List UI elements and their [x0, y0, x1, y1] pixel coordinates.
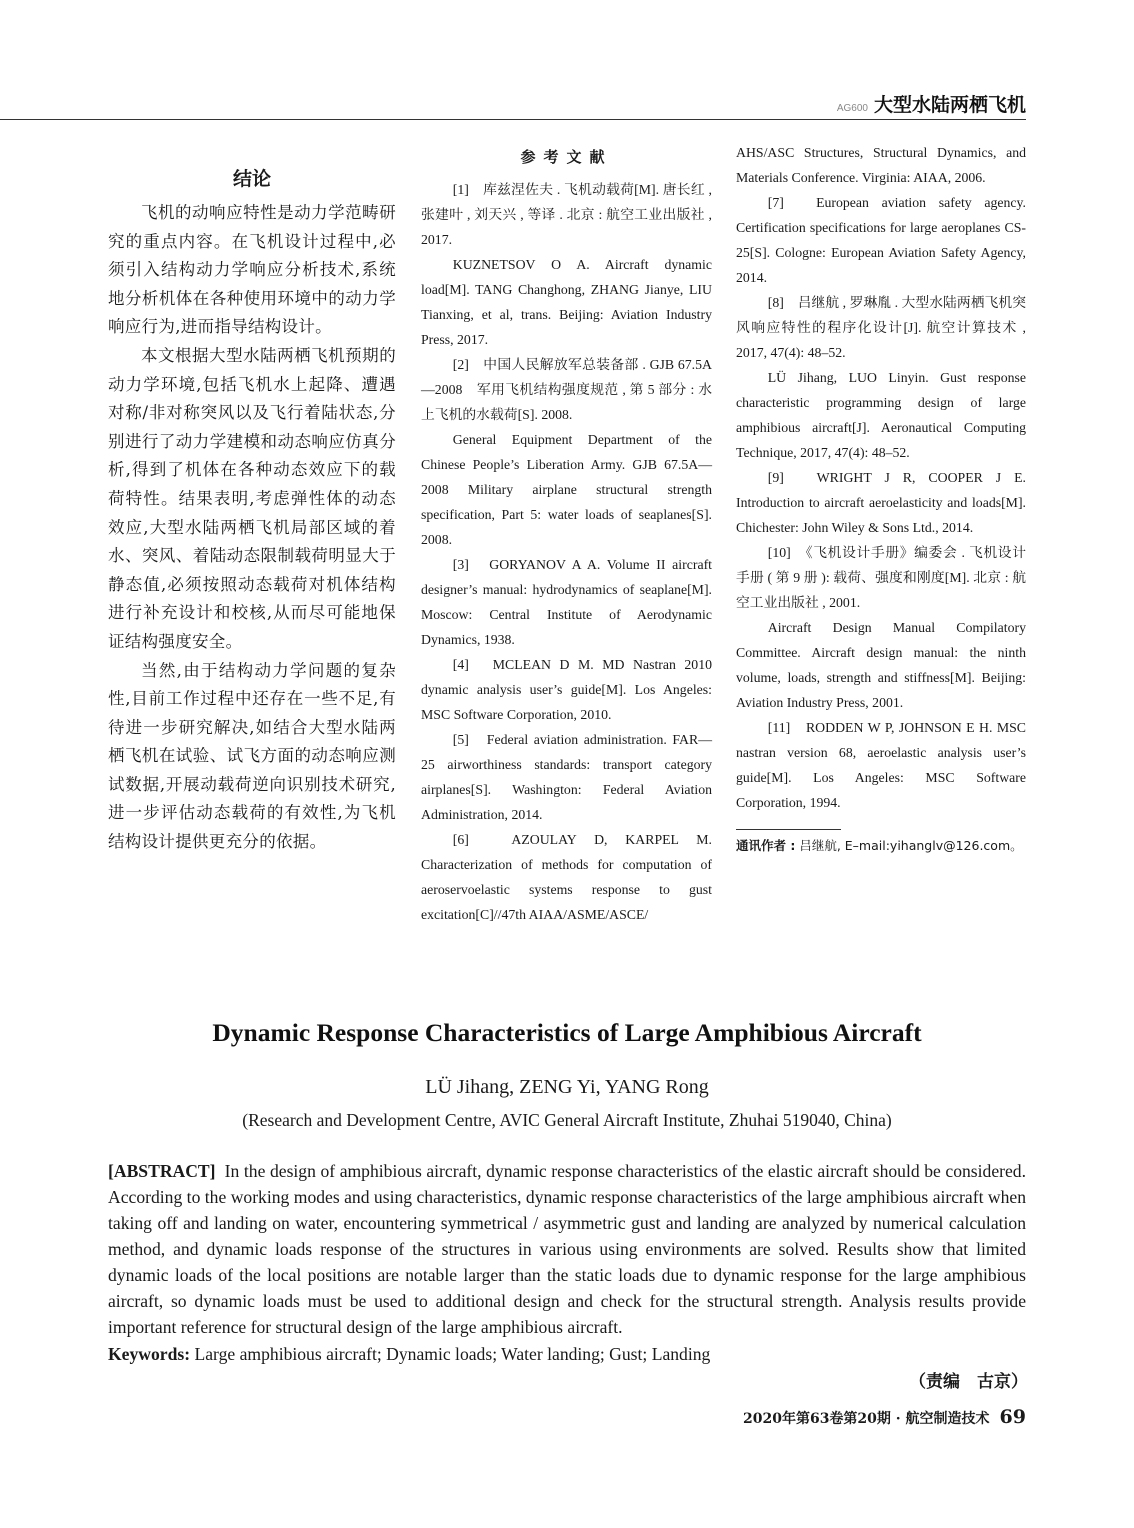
reference-item: [7] European aviation safety agency. Certification specifications for large aeroplanes CS-25[S]. Cologne: European Aviation Safety Agency, 2014.: [736, 195, 1026, 285]
reference-item: [1] 库兹涅佐夫 . 飞机动载荷[M]. 唐长红 , 张建叶 , 刘天兴 , 等译 . 北京 : 航空工业出版社 , 2017.: [421, 182, 712, 247]
reference-item: [6] AZOULAY D, KARPEL M. Characterization of methods for computation of aeroservoelastic systems response to gust excitation[C]//47th AIAA/ASME/ASCE/: [421, 832, 712, 922]
english-title: Dynamic Response Characteristics of Large Amphibious Aircraft: [212, 1018, 922, 1047]
reference-item: [9] WRIGHT J R, COOPER J E. Introduction to aircraft aeroelasticity and loads[M]. Chichester: John Wiley & Sons Ltd., 2014.: [736, 470, 1026, 535]
reference-item: [3] GORYANOV A A. Volume II aircraft designer’s manual: hydrodynamics of seaplane[M]. Moscow: Central Institute of Aerodynamic Dynamics, 1938.: [421, 557, 712, 647]
reference-item: General Equipment Department of the Chinese People’s Liberation Army. GJB 67.5A—2008 Military airplane structural strength specification, Part 5: water loads of seaplanes[S]. 2008.: [421, 432, 712, 547]
reference-item: LÜ Jihang, LUO Linyin. Gust response characteristic programming design of large amphibious aircraft[J]. Aeronautical Computing Technique, 2017, 47(4): 48–52.: [736, 370, 1026, 460]
contact-divider: [736, 829, 841, 830]
reference-item: [10] 《飞机设计手册》编委会 . 飞机设计手册 ( 第 9 册 ): 载荷、强度和刚度[M]. 北京 : 航空工业出版社 , 2001.: [736, 545, 1026, 610]
conclusion-section: [108, 140, 396, 857]
journal-info: 2020年第63卷第20期 · 航空制造技术: [742, 1411, 990, 1427]
page-number: 69: [999, 1406, 1026, 1428]
contact-label: 通讯作者 :: [736, 838, 796, 853]
header-tag: AG600: [836, 103, 868, 114]
editor-note: （责编 古京）: [909, 1372, 1028, 1392]
abstract-text: In the design of amphibious aircraft, dynamic response characteristics of the elastic aircraft should be considered. According to the working modes and using characteristics, dynamic response characteristics of the large amphibious aircraft when taking off and landing on water, encountering symmetrical / asymmetric gust and landing are analyzed by numerical calculation method, and dynamic loads response of the structures in various using environments are solved. Results show that limited dynamic loads of the local positions are notable larger than the static loads due to dynamic response for the large amphibious aircraft, so dynamic loads must be used to additional design and check for the structural strength. Analysis results provide important reference for structural design of the large amphibious aircraft.: [108, 1161, 1026, 1337]
conclusion-title: 结论: [232, 168, 271, 190]
page-footer: [743, 1406, 1026, 1428]
abstract-label: [ABSTRACT]: [108, 1161, 216, 1181]
conclusion-paragraph: 当然,由于结构动力学问题的复杂性,目前工作过程中还存在一些不足,有待进一步研究解决,如结合大型水陆两栖飞机在试验、试飞方面的动态响应测试数据,开展动载荷逆向识别技术研究,进一步评估动态载荷的有效性,为飞机结构设计提供更充分的依据。: [108, 660, 396, 852]
keywords-text: Large amphibious aircraft; Dynamic loads; Water landing; Gust; Landing: [194, 1344, 711, 1364]
reference-item: [2] 中国人民解放军总装备部 . GJB 67.5A—2008 军用飞机结构强度规范 , 第 5 部分 : 水上飞机的水载荷[S]. 2008.: [421, 357, 712, 422]
contact-text: 吕继航, E–mail:yihanglv@126.com。: [795, 838, 1023, 853]
english-abstract: [108, 1158, 1026, 1340]
english-authors: LÜ Jihang, ZENG Yi, YANG Rong: [425, 1076, 709, 1098]
conclusion-paragraph: 本文根据大型水陆两栖飞机预期的动力学环境,包括飞机水上起降、遭遇对称/非对称突风以及飞行着陆状态,分别进行了动力学建模和动态响应仿真分析,得到了机体在各种动态效应下的载荷特性。结果表明,考虑弹性体的动态效应,大型水陆两栖飞机局部区域的着水、突风、着陆动态限制载荷明显大于静态值,必须按照动态载荷对机体结构进行补充设计和校核,从而尽可能地保证结构强度安全。: [108, 345, 396, 651]
reference-item: [4] MCLEAN D M. MD Nastran 2010 dynamic analysis user’s guide[M]. Los Angeles: MSC Software Corporation, 2010.: [421, 657, 712, 722]
references-title: 参考文献: [520, 148, 613, 166]
reference-item: KUZNETSOV O A. Aircraft dynamic load[M]. TANG Changhong, ZHANG Jianye, LIU Tianxing, et al, trans. Beijing: Aviation Industry Press, 2017.: [421, 257, 712, 347]
reference-item: AHS/ASC Structures, Structural Dynamics, and Materials Conference. Virginia: AIAA, 2006.: [736, 145, 1026, 185]
corresponding-author: [736, 836, 1026, 854]
running-header: [837, 90, 1026, 117]
reference-item: Aircraft Design Manual Compilatory Committee. Aircraft design manual: the ninth volume, loads, strength and stiffness[M]. Beijing: Aviation Industry Press, 2001.: [736, 620, 1026, 710]
references-column-1: [421, 140, 712, 927]
conclusion-paragraph: 飞机的动响应特性是动力学范畴研究的重点内容。在飞机设计过程中,必须引入结构动力学响应分析技术,系统地分析机体在各种使用环境中的动力学响应行为,进而指导结构设计。: [108, 203, 396, 337]
reference-item: [5] Federal aviation administration. FAR—25 airworthiness standards: transport category airplanes[S]. Washington: Federal Aviation Administration, 2014.: [421, 732, 712, 822]
keywords-label: Keywords:: [108, 1344, 191, 1364]
english-affiliation: (Research and Development Centre, AVIC General Aircraft Institute, Zhuhai 519040, China): [242, 1110, 892, 1130]
header-rule: [0, 119, 1026, 120]
references-column-2: [736, 140, 1026, 854]
header-title: 大型水陆两栖飞机: [873, 94, 1026, 116]
english-keywords: [108, 1341, 1026, 1367]
reference-item: [8] 吕继航 , 罗琳胤 . 大型水陆两栖飞机突风响应特性的程序化设计[J]. 航空计算技术 , 2017, 47(4): 48–52.: [736, 295, 1026, 360]
reference-item: [11] RODDEN W P, JOHNSON E H. MSC nastran version 68, aeroelastic analysis user’s guide[M]. Los Angeles: MSC Software Corporation, 1994.: [736, 720, 1026, 810]
